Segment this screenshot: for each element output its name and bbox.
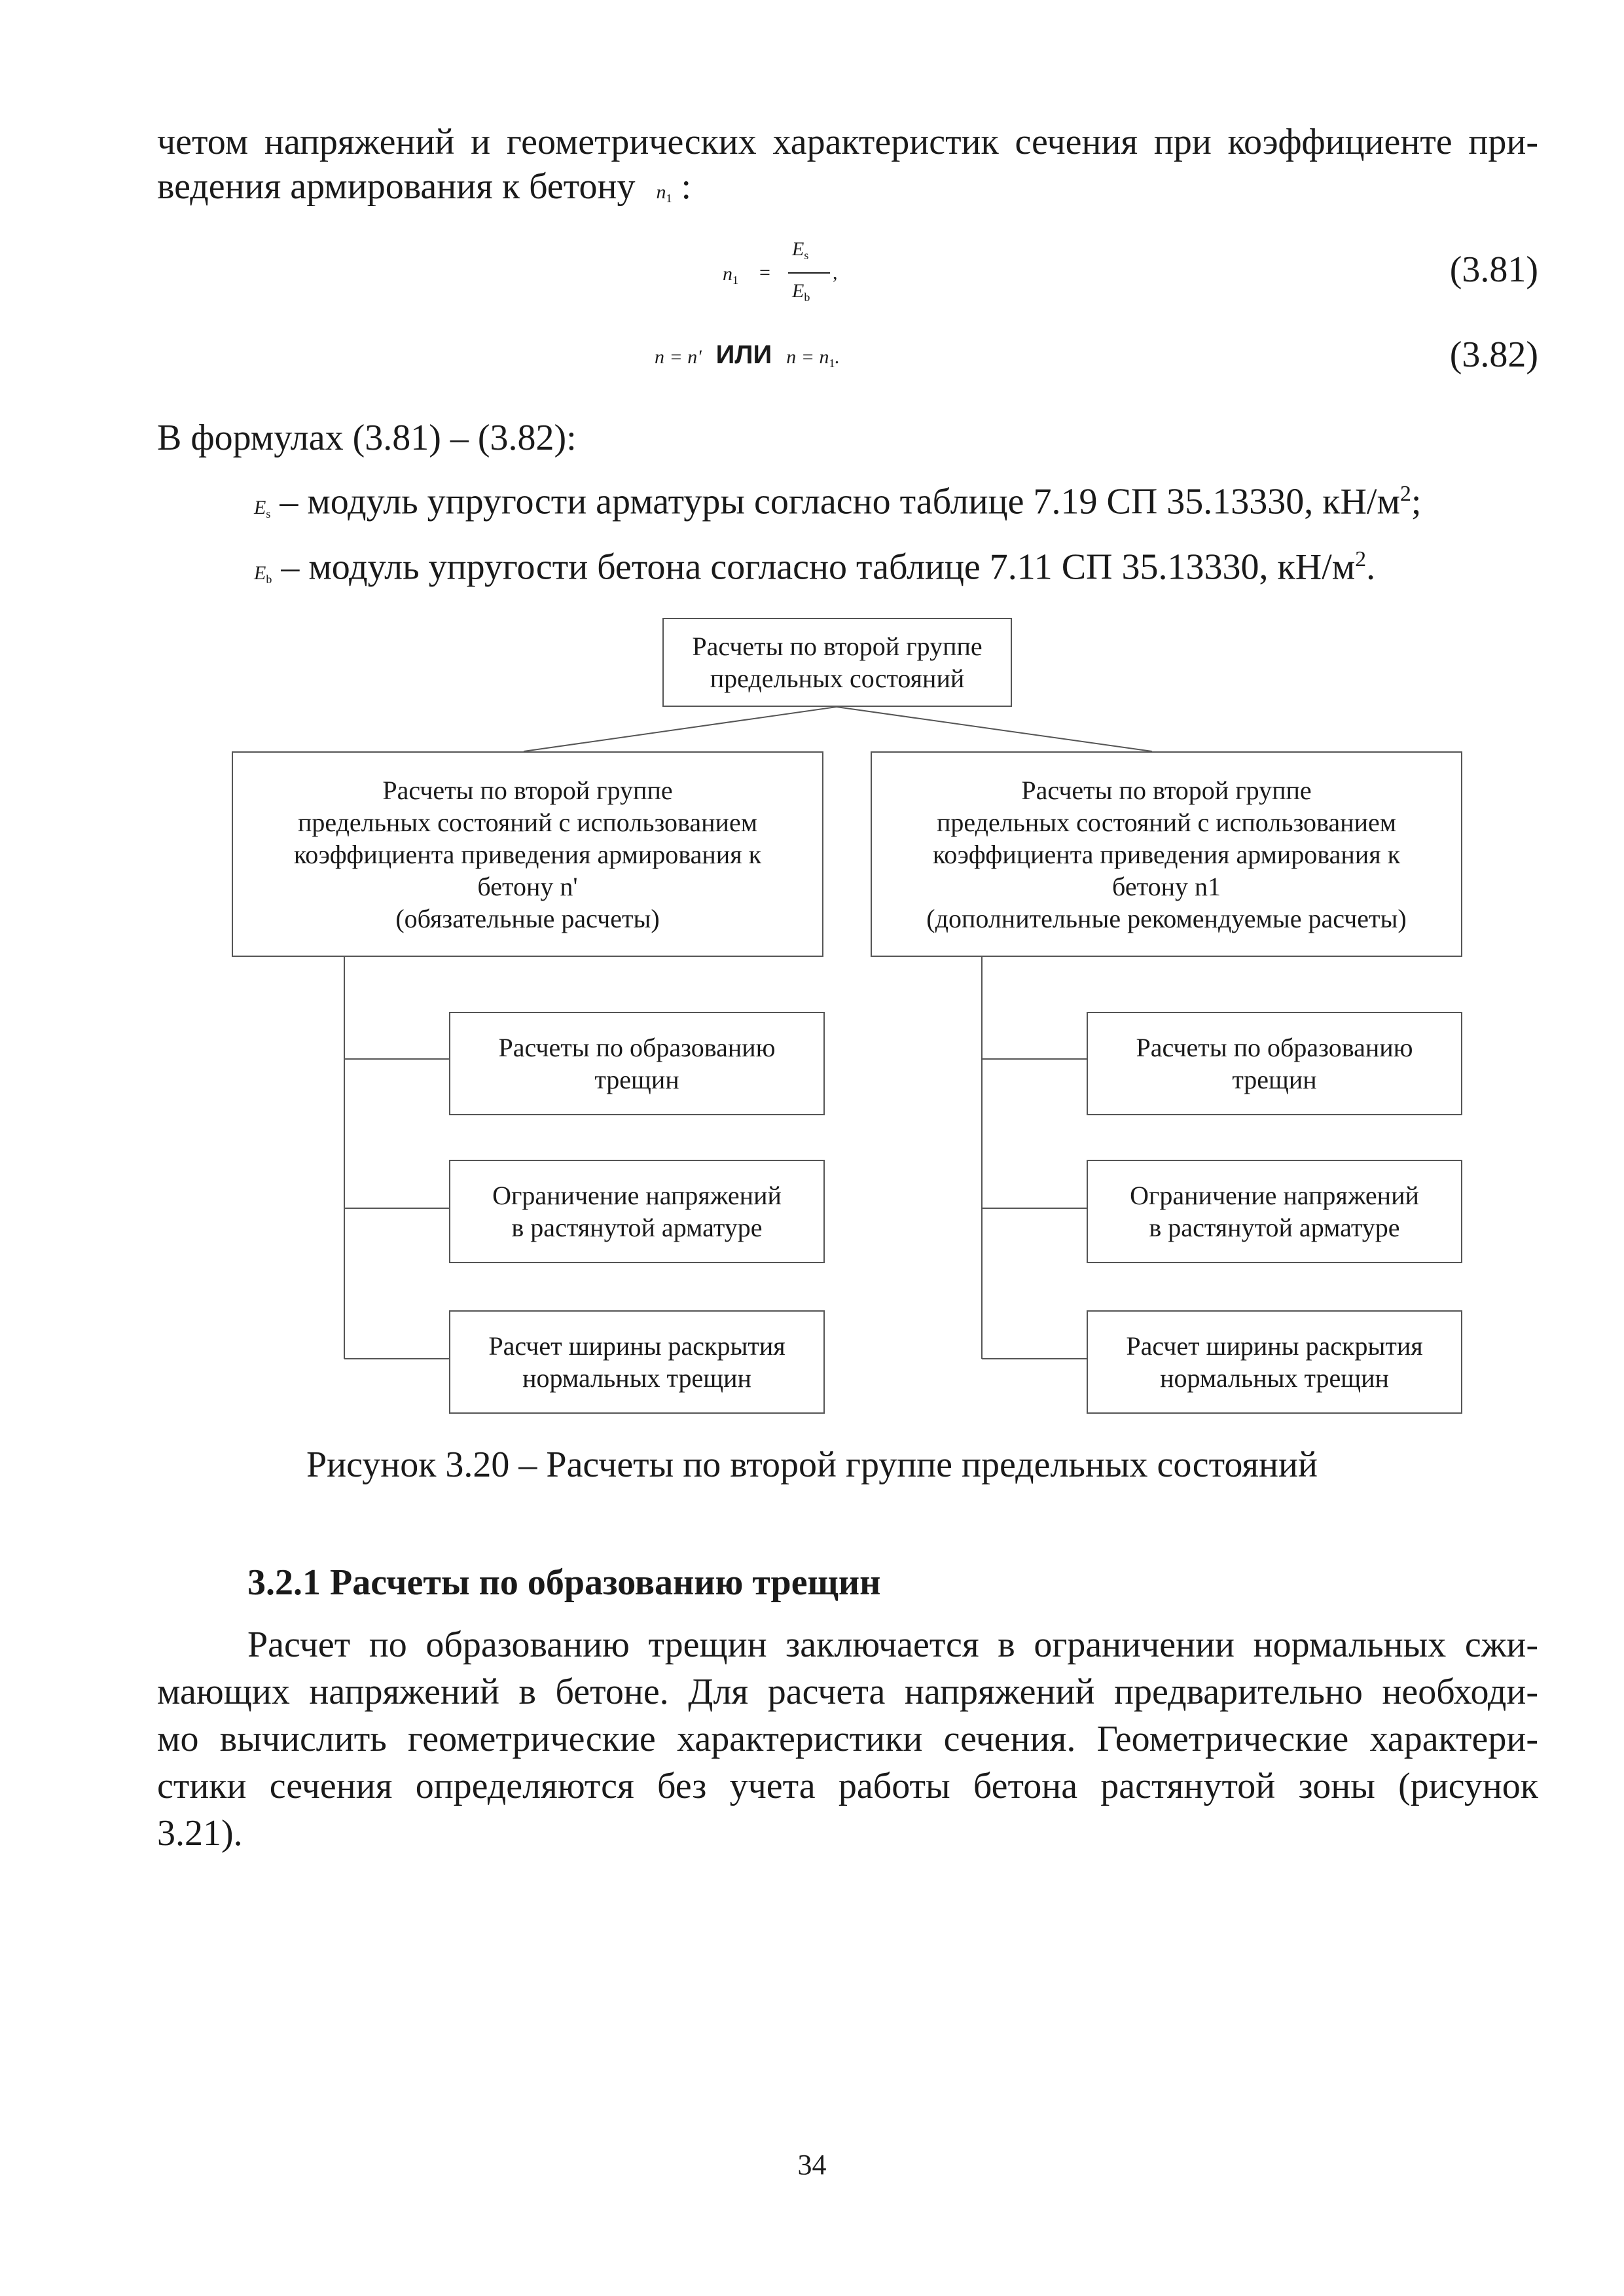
- colon: :: [681, 166, 692, 207]
- left-item-crack-width: Расчет ширины раскрытия нормальных трещин: [449, 1310, 825, 1414]
- left-group-line-5: (обязательные расчеты): [395, 903, 660, 933]
- eq382-right: $n = n_1$.: [786, 346, 840, 370]
- equation-number-3-81: (3.81): [1449, 249, 1538, 290]
- definition-es: $E_s$ – модуль упругости арматуры согласно таблице 7.19 СП 35.13330, $кН/м^2$;: [254, 481, 1422, 522]
- root-line-2: предельных состояний: [710, 664, 965, 693]
- paragraph-line-1: четом напряжений и геометрических характеристик сечения при коэффициенте при-: [157, 122, 1538, 162]
- right-group-line-3: коэффициента приведения армирования к: [932, 839, 1401, 869]
- eq381-numerator: $E_s$: [792, 238, 809, 262]
- left-group-line-4: бетону n': [477, 871, 578, 901]
- right-group-box: [871, 751, 1462, 957]
- equation-number-3-82: (3.82): [1449, 334, 1538, 375]
- section-heading: 3.2.1 Расчеты по образованию трещин: [247, 1562, 881, 1603]
- right-item-cracking: Расчеты по образованию трещин: [1087, 1012, 1462, 1115]
- left-group-line-2: предельных состояний с использованием: [297, 807, 758, 837]
- paragraph-line-2-text: ведения армирования к бетону: [157, 166, 636, 207]
- right-group-line-4: бетону n1: [1112, 871, 1221, 901]
- section-line-2: мающих напряжений в бетоне. Для расчета напряжений предварительно необходи-: [157, 1672, 1538, 1712]
- section-line-4: стики сечения определяются без учета работы бетона растянутой зоны (рисунок: [157, 1766, 1538, 1806]
- page-number: 34: [797, 2149, 827, 2181]
- right-group-line-5: (дополнительные рекомендуемые расчеты): [926, 903, 1407, 933]
- left-group-line-1: Расчеты по второй группе: [382, 775, 673, 805]
- formulas-intro: В формулах (3.81) – (3.82):: [157, 418, 577, 458]
- section-line-1: Расчет по образованию трещин заключается в ограничении нормальных сжи-: [247, 1624, 1538, 1665]
- section-line-3: мо вычислить геометрические характеристики сечения. Геометрические характери-: [157, 1719, 1538, 1759]
- symbol-es: $E_s$: [254, 496, 271, 520]
- eq381-denominator: $E_b$: [792, 280, 810, 304]
- symbol-eb: $E_b$: [254, 562, 272, 586]
- eq382-left: n = n': [655, 346, 702, 368]
- eq381-lhs: $n_1$: [723, 263, 738, 287]
- root-to-left-line: [524, 707, 837, 751]
- left-item-cracking: Расчеты по образованию трещин: [449, 1012, 825, 1115]
- right-group-line-1: Расчеты по второй группе: [1021, 775, 1312, 805]
- right-item-stress-limit: Ограничение напряжений в растянутой арматуре: [1087, 1160, 1462, 1263]
- right-group-line-2: предельных состояний с использованием: [936, 807, 1397, 837]
- definition-eb: $E_b$ – модуль упругости бетона согласно таблице 7.11 СП 35.13330, $кН/м^2$.: [254, 547, 1376, 588]
- root-to-right-line: [837, 707, 1152, 751]
- root-box: [662, 618, 1012, 707]
- figure-caption: Рисунок 3.20 – Расчеты по второй группе предельных состояний: [306, 1444, 1318, 1485]
- eq381-equals: =: [759, 262, 770, 283]
- symbol-n1: $n_1$: [656, 181, 672, 205]
- left-group-box: [232, 751, 823, 957]
- left-item-stress-limit: Ограничение напряжений в растянутой арматуре: [449, 1160, 825, 1263]
- eq382-or: ИЛИ: [715, 340, 772, 369]
- eq381-comma: ,: [833, 262, 838, 283]
- section-line-5: 3.21).: [157, 1813, 243, 1854]
- root-line-1: Расчеты по второй группе: [692, 632, 983, 661]
- right-item-crack-width: Расчет ширины раскрытия нормальных трещин: [1087, 1310, 1462, 1414]
- left-group-line-3: коэффициента приведения армирования к: [293, 839, 762, 869]
